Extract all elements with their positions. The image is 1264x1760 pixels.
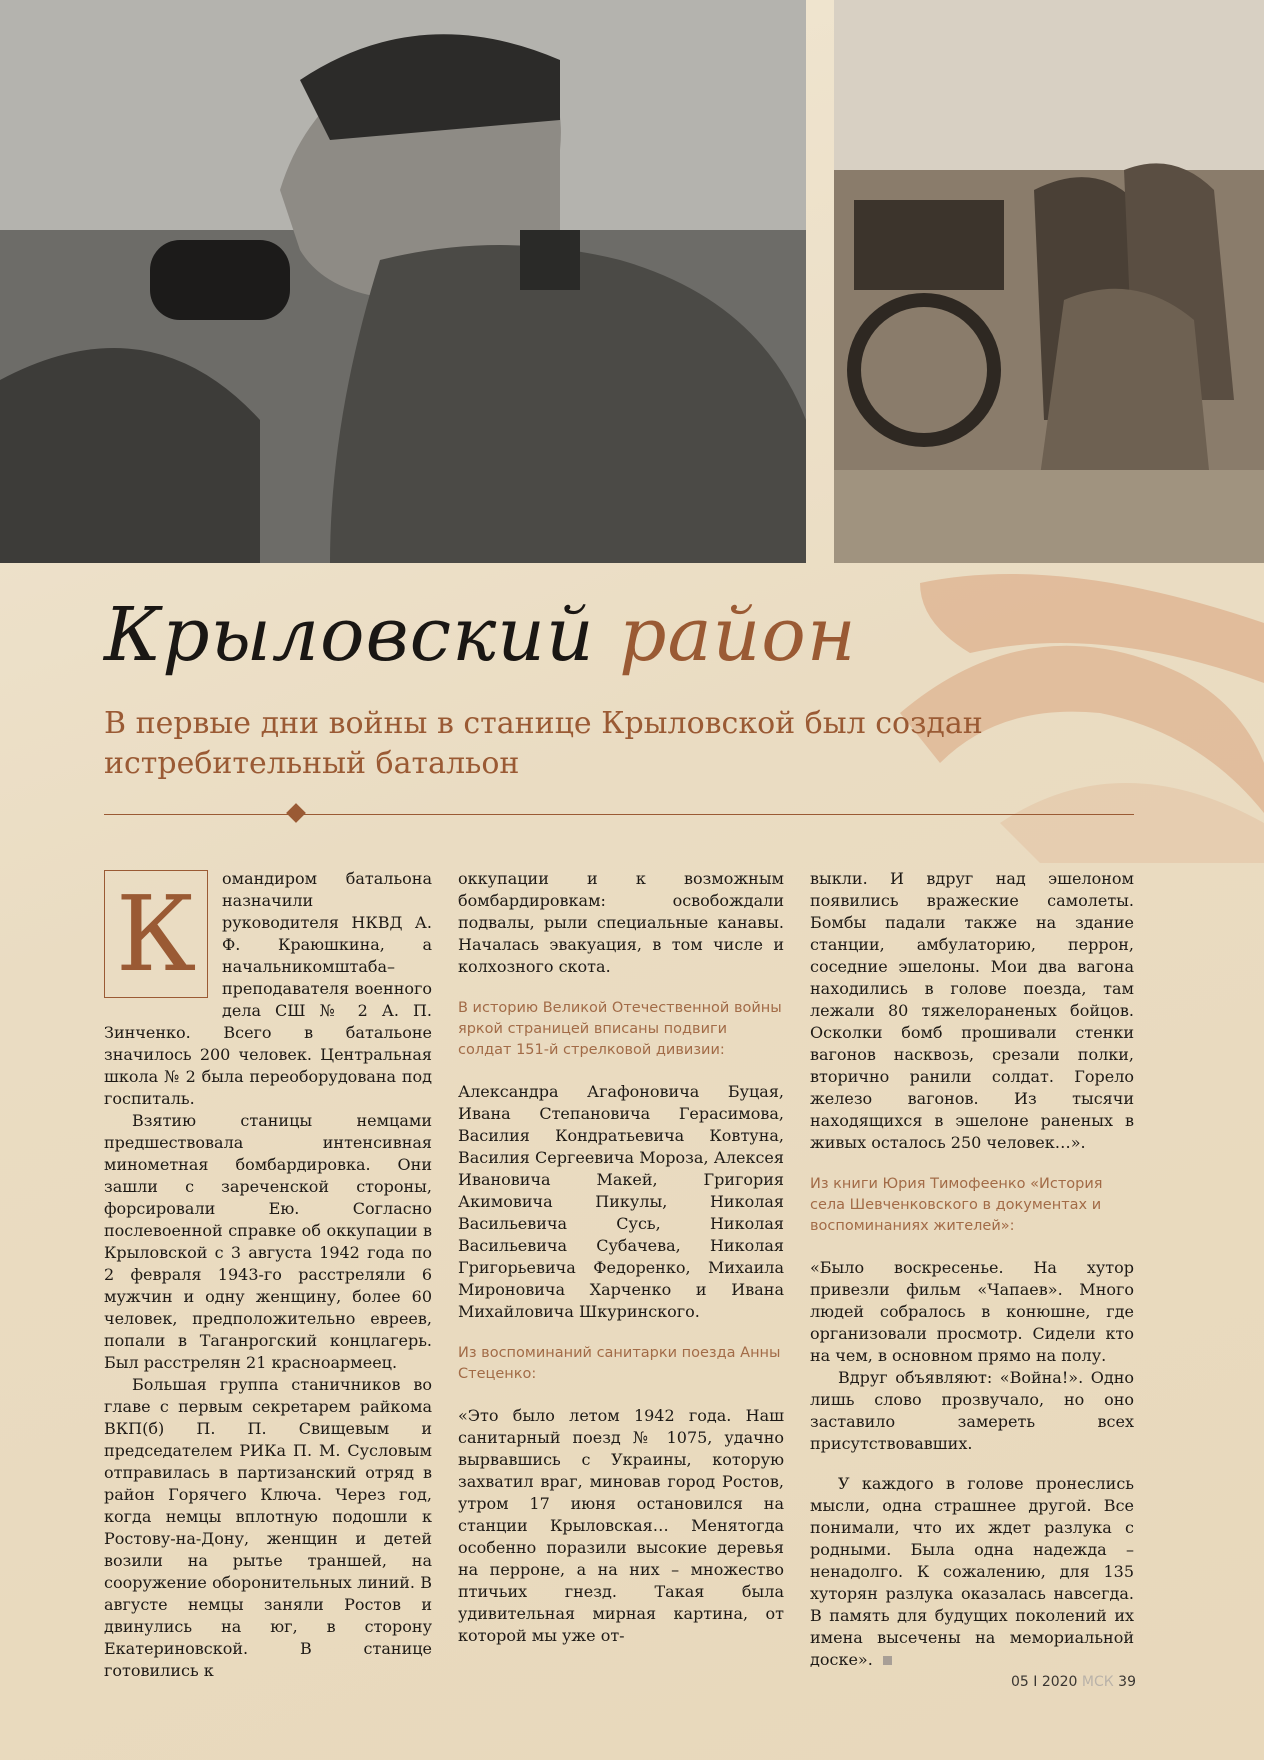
paragraph: Александра Агафоновича Буцая, Ивана Степановича Герасимова, Василия Кондратьевича Ковтуна, Василия Сергеевича Мороза, Алексея Ивановича Макей, Григория Акимовича Пикулы, Николая Васильевича Сусь, Николая Васильевича Субачева, Николая Григорьевича Федоренко, Михаила Мироновича Харченко и Ивана Михайловича Шкуринского. [458,1082,784,1321]
paragraph: выкли. И вдруг над эшелоном появились вражеские самолеты. Бомбы падали также на здание станции, амбулаторию, перрон, соседние эшелоны. Мои два вагона находились в голове поезда, там лежали 80 тяжелораненых бойцов. Осколки бомб прошивали стенки вагонов насквозь, срезали полки, вторично ранили солдат. Горело железо вагонов. Из тысячи находящихся в эшелоне раненых в живых осталось 250 человек…». [810,869,1134,1152]
magazine-brand: МСК [1081,1674,1114,1690]
end-mark-icon [883,1656,892,1665]
paragraph [810,1473,1134,1671]
text-column-1 [104,868,432,1682]
caption-quote: Из воспоминаний санитарки поезда Анны Стеценко: [458,1345,781,1382]
issue-number: 05 I 2020 [1010,1674,1078,1690]
last-paragraph-text: У каждого в голове пронеслись мысли, одна страшнее другой. Все понимали, что их ждет разлука с родными. Была одна надежда – ненадолго. К сожалению, для 135 хуторян разлука оказалась навсегда. В память для будущих поколений их имена высечены на мемориальной доске». [810,1474,1134,1669]
page-number: 39 [1118,1674,1136,1690]
caption-quote: Из книги Юрия Тимофеенко «История села Шевченковского в документах и воспоминаниях жителей»: [810,1176,1103,1234]
article-title [104,592,857,678]
title-part-2: район [619,592,857,678]
paragraph: Вдруг объявляют: «Война!». Одно лишь слово прозвучало, но оно заставило замереть всех присутствовавших. [810,1368,1134,1453]
paragraph: «Было воскресенье. На хутор привезли фильм «Чапаев». Много людей собралось в конюшне, где организовали просмотр. Сидели кто на чем, в основном прямо на полу. [810,1258,1134,1365]
text-column-3 [810,868,1134,1671]
divider-diamond-icon [286,803,306,823]
caption-quote: В историю Великой Отечественной войны яркой страницей вписаны подвиги солдат 151-й стрелковой дивизии: [458,1000,782,1058]
paragraph: оккупации и к возможным бомбардировкам: освобождали подвалы, рыли специальные канавы. Началась эвакуация, в том числе и колхозного скота. [458,869,784,976]
paragraph: «Это было летом 1942 года. Наш санитарный поезд № 1075, удачно вырвавшись с Украины, которую захватил враг, миновав город Ростов, утром 17 июня остановился на станции Крыловская… Менятогда особенно поразили высокие деревья на перроне, а на них – множество птичьих гнезд. Такая была удивительная мирная картина, от которой мы уже от- [458,1406,784,1645]
title-part-1: Крыловский [104,592,595,678]
paragraph: Большая группа станичников во главе с первым секретарем райкома ВКП(б) П. П. Свищевым и председателем РИКа П. М. Сусловым отправилась в партизанский отряд в район Горячего Ключа. Через год, когда немцы вплотную подошли к Ростову-на-Дону, женщин и детей возили на рытье траншей, на сооружение оборонительных линий. В августе немцы заняли Ростов и двинулись на юг, в сторону Екатериновской. В станице готовились к [104,1375,432,1680]
text-column-2 [458,868,784,1647]
article-subtitle: В первые дни войны в станице Крыловской был создан истребительный батальон [104,706,983,781]
page-footer [1011,1674,1136,1690]
divider-line [104,814,1134,815]
paragraph: Взятию станицы немцами предшествовала интенсивная минометная бомбардировка. Они зашли с зареченской стороны, форсировали Ею. Согласно послевоенной справке об оккупации в Крыловской с 3 августа 1942 года по 2 февраля 1943-го расстреляли 6 мужчин и одну женщину, более 60 человек, предположительно евреев, попали в Таганрогский концлагерь. Был расстрелян 21 красноармеец. [104,1111,432,1372]
paragraph: омандиром батальона назначили руководителя НКВД А. Ф. Краюшкина, а начальникомштаба– преподавателя военного дела СШ № 2 А. П. Зинченко. Всего в батальоне значилось 200 человек. Центральная школа № 2 была переоборудована под госпиталь. [104,869,432,1108]
drop-cap: К [104,870,208,998]
artillery-crew-photo [834,0,1264,563]
officer-with-binoculars-photo [0,0,806,563]
